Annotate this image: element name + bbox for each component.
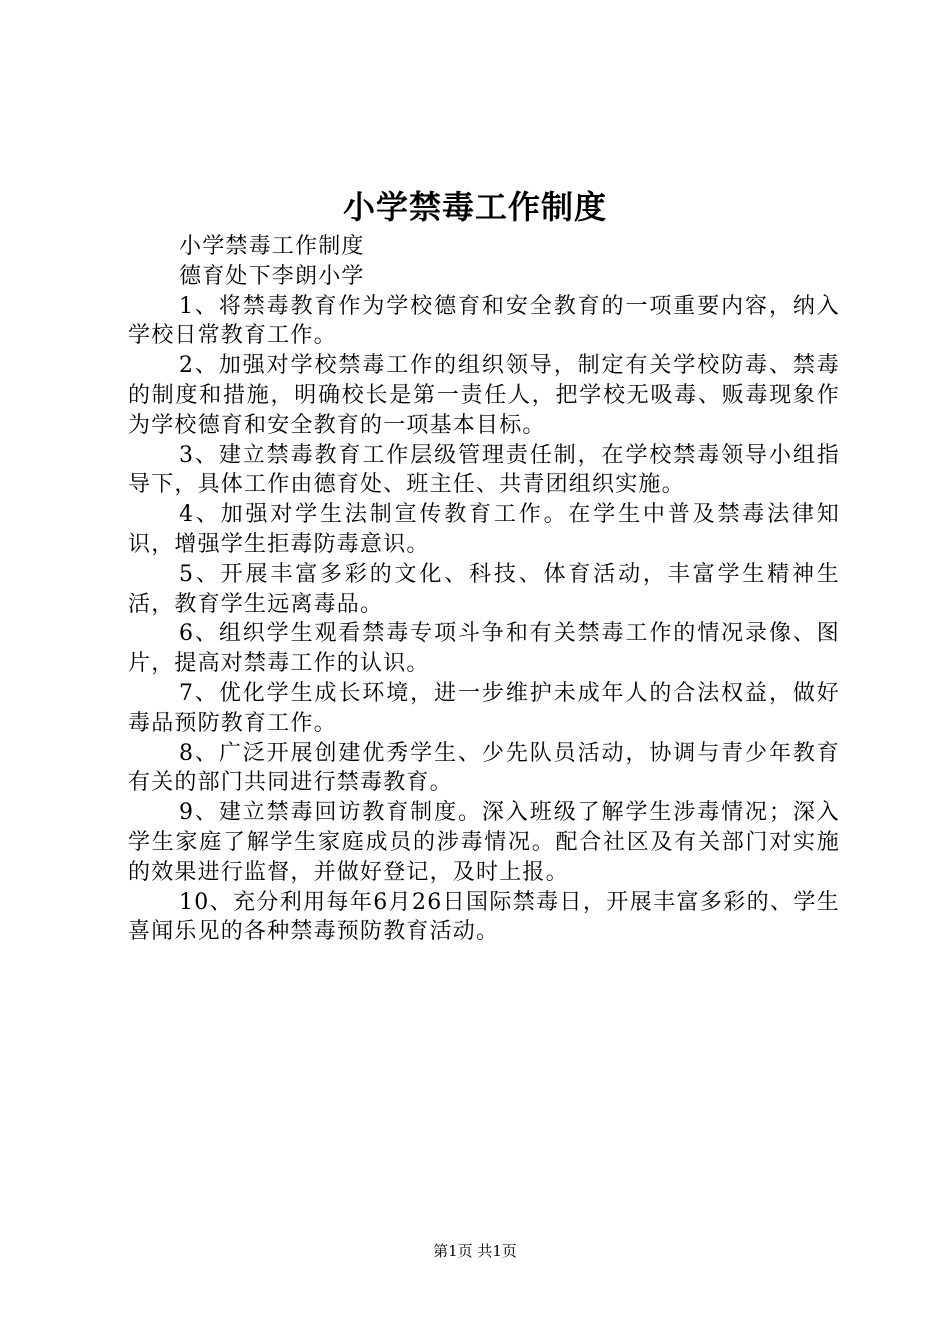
page-footer: 第1页 共1页 (433, 1242, 517, 1260)
paragraph-department: 德育处下李朗小学 (179, 263, 365, 289)
paragraph-item-4: 4、加强对学生法制宣传教育工作。在学生中普及禁毒法律知识，增强学生拒毒防毒意识。 (128, 502, 840, 557)
paragraph-item-8: 8、广泛开展创建优秀学生、少先队员活动，协调与青少年教育有关的部门共同进行禁毒教育。 (128, 740, 840, 796)
document-body (128, 232, 840, 947)
paragraph-item-7: 7、优化学生成长环境，进一步维护未成年人的合法权益，做好毒品预防教育工作。 (128, 680, 840, 736)
paragraph-item-5: 5、开展丰富多彩的文化、科技、体育活动，丰富学生精神生活，教育学生远离毒品。 (128, 561, 840, 617)
paragraph-item-3: 3、建立禁毒教育工作层级管理责任制，在学校禁毒领导小组指导下，具体工作由德育处、班主任、共青团组织实施。 (128, 442, 840, 498)
document-title: 小学禁毒工作制度 (342, 188, 607, 226)
paragraph-item-6: 6、组织学生观看禁毒专项斗争和有关禁毒工作的情况录像、图片，提高对禁毒工作的认识。 (128, 621, 840, 677)
paragraph-item-9: 9、建立禁毒回访教育制度。深入班级了解学生涉毒情况；深入学生家庭了解学生家庭成员的涉毒情况。配合社区及有关部门对实施的效果进行监督，并做好登记，及时上报。 (128, 800, 840, 885)
paragraph-subtitle: 小学禁毒工作制度 (179, 234, 365, 259)
paragraph-item-2: 2、加强对学校禁毒工作的组织领导，制定有关学校防毒、禁毒的制度和措施，明确校长是第一责任人，把学校无吸毒、贩毒现象作为学校德育和安全教育的一项基本目标。 (128, 353, 840, 438)
paragraph-item-10: 10、充分利用每年6月26日国际禁毒日，开展丰富多彩的、学生喜闻乐见的各种禁毒预防教育活动。 (128, 889, 840, 945)
paragraph-item-1: 1、将禁毒教育作为学校德育和安全教育的一项重要内容，纳入学校日常教育工作。 (128, 293, 840, 349)
